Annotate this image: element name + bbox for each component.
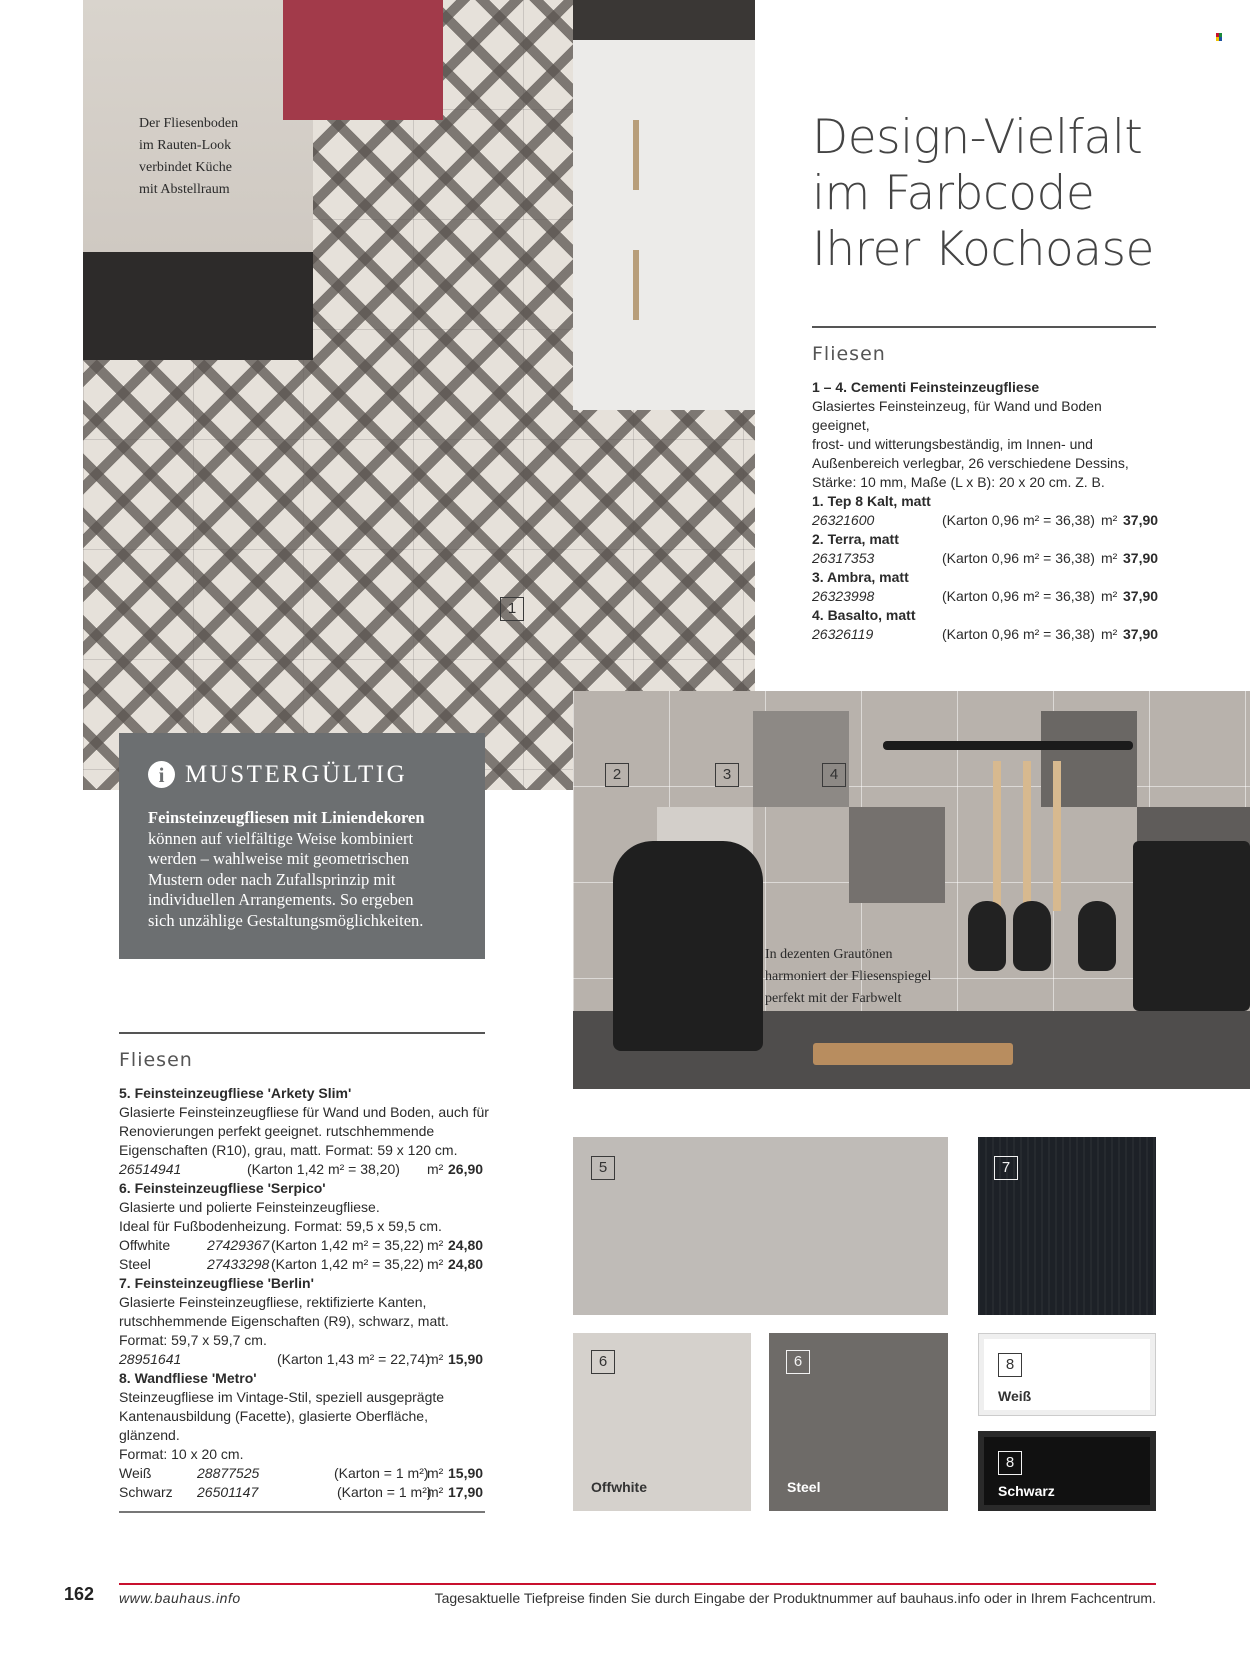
product-name: 7. Feinsteinzeugfliese 'Berlin'	[119, 1275, 314, 1291]
price: 37,90	[1123, 550, 1159, 566]
badge-2: 2	[605, 763, 629, 787]
product-name: 1 – 4. Cementi Feinsteinzeugfliese	[812, 379, 1040, 395]
price: 24,80	[448, 1237, 484, 1253]
price: 17,90	[448, 1484, 484, 1500]
sku: 28951641	[119, 1351, 182, 1367]
variant-price-row	[812, 625, 1162, 644]
sku: 26317353	[812, 550, 875, 566]
divider	[119, 1032, 485, 1034]
pack-info: (Karton 1,42 m² = 35,22)	[271, 1237, 424, 1253]
price-row	[119, 1236, 489, 1255]
divider	[812, 326, 1156, 328]
section-heading: Fliesen	[812, 343, 886, 365]
product-name: 5. Feinsteinzeugfliese 'Arkety Slim'	[119, 1085, 352, 1101]
sku: 26323998	[812, 588, 875, 604]
swatch-label: Steel	[787, 1479, 821, 1495]
product-description-line: Außenbereich verlegbar, 26 verschiedene Dessins,	[812, 455, 1129, 471]
product-list	[119, 1084, 489, 1502]
swatch-serpico-steel	[769, 1333, 948, 1511]
product-description-line: Kantenausbildung (Facette), glasierte Oberfläche, glänzend.	[119, 1408, 428, 1443]
wall-photo-caption: In dezenten Grautönen harmoniert der Fliesenspiegel perfekt mit der Farbwelt	[765, 947, 932, 1006]
swatch-serpico-offwhite	[573, 1333, 751, 1511]
variant-name: 3. Ambra, matt	[812, 569, 909, 585]
kitchen-wall-photo	[573, 691, 1250, 1089]
variant-label: Offwhite	[119, 1237, 171, 1253]
price: 37,90	[1123, 626, 1159, 642]
pack-info: (Karton = 1 m²)	[337, 1484, 432, 1500]
badge-1: 1	[500, 597, 524, 621]
sku: 27429367	[207, 1237, 270, 1253]
swatch-berlin	[978, 1137, 1156, 1315]
price: 37,90	[1123, 588, 1159, 604]
product-description-line: Ideal für Fußbodenheizung. Format: 59,5 x 59,5 cm.	[119, 1218, 442, 1234]
variant-name: 1. Tep 8 Kalt, matt	[812, 493, 931, 509]
sku: 26321600	[812, 512, 875, 528]
product-description-line: Format: 10 x 20 cm.	[119, 1446, 244, 1462]
floor-photo-caption: Der Fliesenboden im Rauten-Look verbindet Küche mit Abstellraum	[139, 116, 239, 197]
pack-info: (Karton 1,42 m² = 38,20)	[247, 1161, 400, 1177]
unit: m²	[427, 1161, 444, 1177]
sku: 28877525	[197, 1465, 260, 1481]
logo-icon	[1216, 33, 1222, 41]
price: 37,90	[1123, 512, 1159, 528]
product-description-line: Stärke: 10 mm, Maße (L x B): 20 x 20 cm. Z. B.	[812, 474, 1105, 490]
swatch-metro-weiss	[978, 1333, 1156, 1416]
variant-name: 4. Basalto, matt	[812, 607, 916, 623]
variant-name: 2. Terra, matt	[812, 531, 899, 547]
product-name: 6. Feinsteinzeugfliese 'Serpico'	[119, 1180, 326, 1196]
info-icon: i	[148, 761, 175, 788]
unit: m²	[427, 1237, 444, 1253]
sku: 26326119	[812, 626, 874, 642]
price: 24,80	[448, 1256, 484, 1272]
product-description-line: Glasierte Feinsteinzeugfliese für Wand und Boden, auch für	[119, 1104, 489, 1120]
price-row	[119, 1464, 489, 1483]
variant-label: Steel	[119, 1256, 151, 1272]
variant-label: Schwarz	[119, 1484, 173, 1500]
variant-price-row	[812, 511, 1162, 530]
pack-info: (Karton 1,43 m² = 22,74)	[277, 1351, 430, 1367]
unit: m²	[427, 1256, 444, 1272]
swatch-label: Schwarz	[998, 1483, 1055, 1499]
product-block-cementi	[812, 378, 1162, 644]
unit: m²	[1101, 626, 1118, 642]
page-title: Design-Vielfalt im Farbcode Ihrer Kochoase	[812, 110, 1154, 277]
unit: m²	[1101, 512, 1118, 528]
pack-info: (Karton 0,96 m² = 36,38)	[942, 588, 1095, 604]
variant-label: Weiß	[119, 1465, 152, 1481]
product-name: 8. Wandfliese 'Metro'	[119, 1370, 257, 1386]
price-row	[119, 1483, 489, 1502]
pack-info: (Karton 0,96 m² = 36,38)	[942, 550, 1095, 566]
price-row	[119, 1255, 489, 1274]
product-description-line: Glasiertes Feinsteinzeug, für Wand und Boden geeignet,	[812, 398, 1102, 433]
unit: m²	[427, 1465, 444, 1481]
badge-8: 8	[998, 1451, 1022, 1475]
footer-url[interactable]: www.bauhaus.info	[119, 1590, 241, 1606]
divider	[119, 1511, 485, 1513]
price-row	[119, 1350, 489, 1369]
price: 15,90	[448, 1465, 484, 1481]
product-description-line: Glasierte und polierte Feinsteinzeugfliese.	[119, 1199, 380, 1215]
price: 15,90	[448, 1351, 484, 1367]
badge-7: 7	[994, 1156, 1018, 1180]
footer-note: Tagesaktuelle Tiefpreise finden Sie durch Eingabe der Produktnummer auf bauhaus.info oder in Ihrem Fachcentrum.	[434, 1590, 1156, 1606]
product-description-line: Renovierungen perfekt geeignet. rutschhemmende	[119, 1123, 435, 1139]
badge-6: 6	[591, 1350, 615, 1374]
section-heading: Fliesen	[119, 1049, 193, 1071]
product-description-line: Glasierte Feinsteinzeugfliese, rektifizierte Kanten,	[119, 1294, 427, 1310]
footer-divider	[119, 1583, 1156, 1585]
badge-6: 6	[786, 1350, 810, 1374]
product-description-line: frost- und witterungsbeständig, im Innen- und	[812, 436, 1093, 452]
badge-3: 3	[715, 763, 739, 787]
swatch-arkety-slim	[573, 1137, 948, 1315]
unit: m²	[427, 1351, 444, 1367]
product-description-line: Eigenschaften (R10), grau, matt. Format: 59 x 120 cm.	[119, 1142, 458, 1158]
sku: 26501147	[197, 1484, 259, 1500]
swatch-label: Offwhite	[591, 1479, 647, 1495]
pack-info: (Karton 0,96 m² = 36,38)	[942, 626, 1095, 642]
unit: m²	[427, 1484, 444, 1500]
unit: m²	[1101, 588, 1118, 604]
variant-price-row	[812, 549, 1162, 568]
swatch-metro-schwarz	[978, 1431, 1156, 1511]
product-description-line: rutschhemmende Eigenschaften (R9), schwarz, matt.	[119, 1313, 449, 1329]
pack-info: (Karton 0,96 m² = 36,38)	[942, 512, 1095, 528]
product-description-line: Format: 59,7 x 59,7 cm.	[119, 1332, 267, 1348]
info-box-heading: MUSTERGÜLTIG	[185, 761, 408, 788]
pack-info: (Karton = 1 m²)	[334, 1465, 429, 1481]
sku: 26514941	[119, 1161, 182, 1177]
variant-price-row	[812, 587, 1162, 606]
product-description-line: Steinzeugfliese im Vintage-Stil, speziell ausgeprägte	[119, 1389, 445, 1405]
info-box	[119, 733, 485, 959]
sku: 27433298	[207, 1256, 270, 1272]
badge-4: 4	[822, 763, 846, 787]
unit: m²	[1101, 550, 1118, 566]
swatch-label: Weiß	[998, 1388, 1032, 1404]
page-number: 162	[64, 1584, 95, 1604]
price: 26,90	[448, 1161, 484, 1177]
info-box-body: Feinsteinzeugfliesen mit Liniendekoren können auf vielfältige Weise kombiniert werden – wahlweise mit geometrischen Mustern oder nach Zufallsprinzip mit individuellen Arrangements. So ergeben sich unzählige Gestaltungsmöglichkeiten.	[148, 808, 425, 930]
badge-8: 8	[998, 1353, 1022, 1377]
badge-5: 5	[591, 1156, 615, 1180]
pack-info: (Karton 1,42 m² = 35,22)	[271, 1256, 424, 1272]
price-row	[119, 1160, 489, 1179]
